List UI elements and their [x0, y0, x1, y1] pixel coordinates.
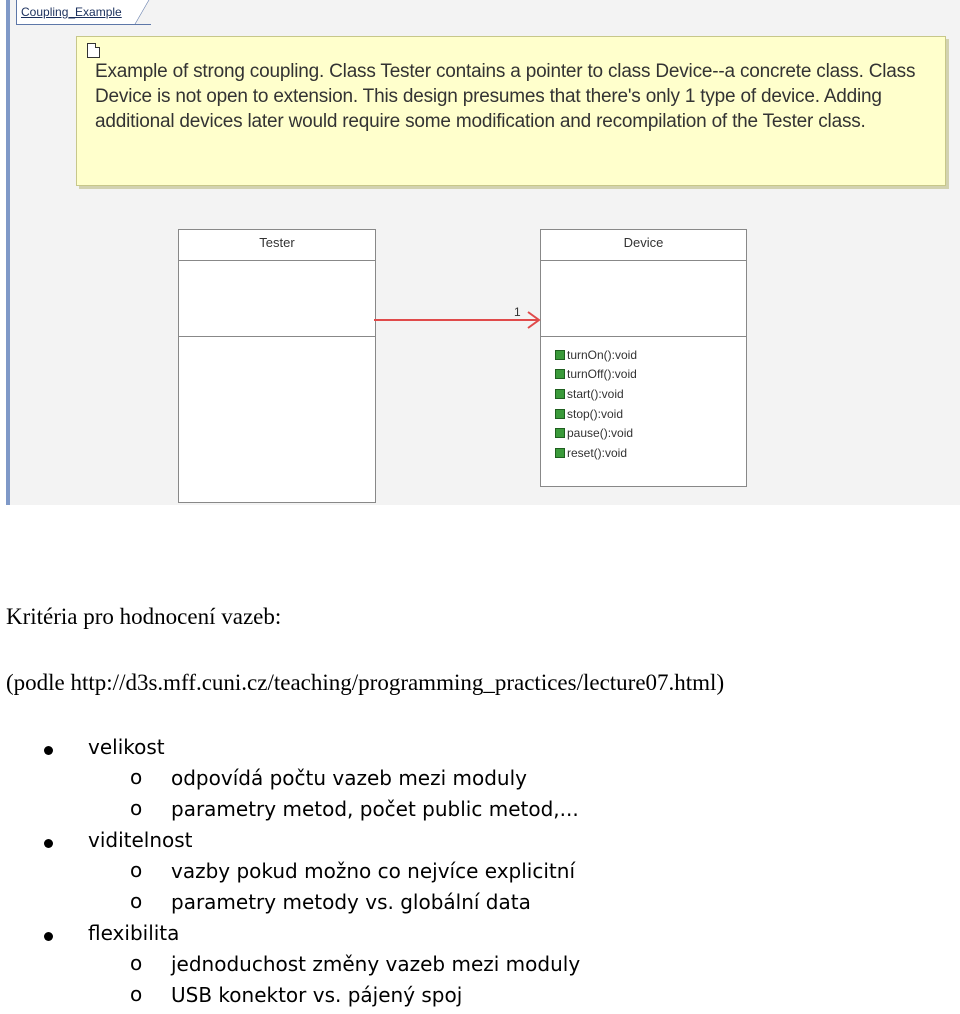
criteria-subitem [0, 890, 960, 921]
class-device-name: Device [541, 230, 746, 261]
criteria-subitem-text: vazby pokud možno co nejvíce explicitní [171, 859, 575, 883]
criteria-subitem [0, 797, 960, 828]
criteria-label: flexibilita [88, 921, 180, 945]
sub-bullet-marker: o [130, 796, 143, 820]
device-method-label: stop():void [567, 406, 624, 421]
class-tester-name: Tester [179, 230, 375, 261]
sub-bullet-marker: o [130, 858, 143, 882]
criteria-subitem-text: USB konektor vs. pájený spoj [171, 983, 463, 1007]
criteria-heading: Kritéria pro hodnocení vazeb: [6, 604, 282, 629]
criteria-subitem [0, 766, 960, 797]
note-text: Example of strong coupling. Class Tester contains a pointer to class Device--a concrete class. Class Device is not open to extension. This design presumes that there's only 1 type of device. Adding additional devices later would require some modification and recompilation of the Tester class. [95, 61, 916, 132]
criteria-subitem [0, 859, 960, 890]
device-method-label: start():void [567, 386, 624, 401]
source-reference: (podle http://d3s.mff.cuni.cz/teaching/programming_practices/lecture07.html) [6, 670, 725, 695]
uml-diagram-screenshot [6, 0, 960, 505]
criteria-subitem [0, 952, 960, 983]
criteria-item [0, 921, 960, 952]
bullet-icon [44, 746, 53, 755]
bullet-icon [44, 932, 53, 941]
criteria-subitem-text: odpovídá počtu vazeb mezi moduly [171, 766, 527, 790]
criteria-item [0, 828, 960, 859]
sub-bullet-marker: o [130, 951, 143, 975]
device-method-label: reset():void [567, 445, 628, 460]
criteria-label: velikost [88, 735, 165, 759]
sub-bullet-marker: o [130, 889, 143, 913]
multiplicity-label: 1 [514, 305, 521, 319]
sub-bullet-marker: o [130, 765, 143, 789]
device-method-label: turnOff():void [567, 367, 637, 382]
diagram-tab[interactable]: Coupling_Example [16, 0, 151, 25]
criteria-subitem [0, 983, 960, 1014]
sub-bullet-marker: o [130, 982, 143, 1006]
criteria-subitem-text: parametry metod, počet public metod,... [171, 797, 579, 821]
criteria-subitem-text: jednoduchost změny vazeb mezi moduly [171, 952, 581, 976]
bullet-icon [44, 839, 53, 848]
criteria-item [0, 735, 960, 766]
criteria-subitem-text: parametry metody vs. globální data [171, 890, 531, 914]
criteria-label: viditelnost [88, 828, 193, 852]
device-method-label: pause():void [567, 426, 634, 441]
device-method-label: turnOn():void [567, 347, 638, 362]
association-arrow [10, 0, 960, 505]
